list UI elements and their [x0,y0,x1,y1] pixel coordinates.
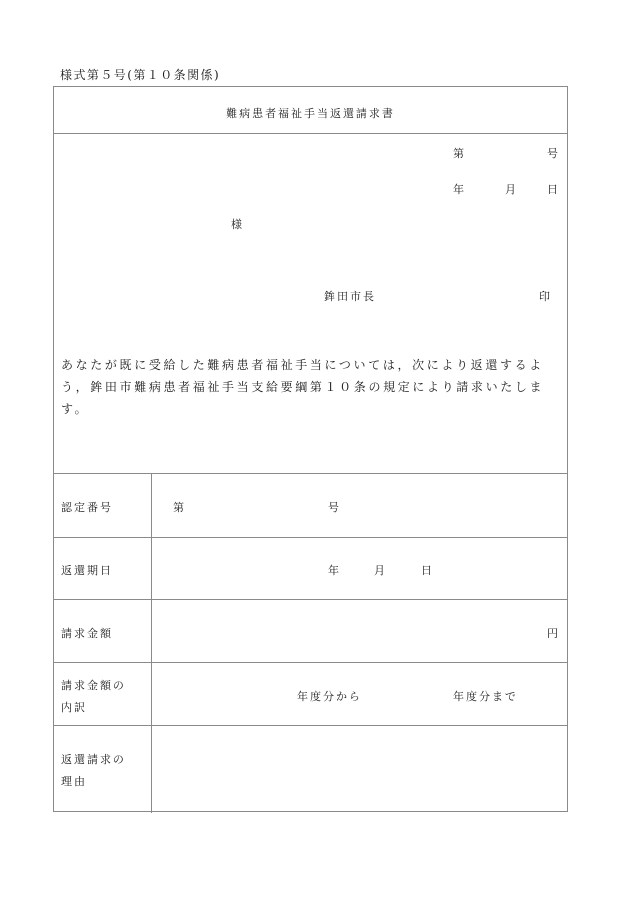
divider [54,537,567,538]
request-body-text: あなたが既に受給した難病患者福祉手当については，次により返還するよう，鉾田市難病患者福祉手当支給要綱第１０条の規定により請求いたします。 [61,358,545,416]
divider [54,662,567,663]
number-suffix: 号 [547,147,560,160]
divider [54,473,567,474]
breakdown-label-line1: 請求金額の [61,679,126,692]
form-title: 難病患者福祉手当返還請求書 [226,107,395,120]
divider [54,599,567,600]
number-prefix: 第 [453,147,466,160]
divider [54,725,567,726]
reason-label-line1: 返還請求の [61,753,126,766]
date-year-label: 年 [453,183,466,196]
return-date-day: 日 [421,564,434,577]
breakdown-to: 年度分まで [453,690,518,703]
form-label: 様式第５号(第１０条関係) [60,68,221,82]
return-date-year: 年 [328,564,341,577]
cert-number-prefix: 第 [173,501,186,514]
date-month-label: 月 [505,183,518,196]
seal-mark: 印 [539,290,552,303]
breakdown-label-line2: 内訳 [61,701,87,714]
date-day-label: 日 [547,183,560,196]
divider [54,133,567,134]
return-date-month: 月 [374,564,387,577]
issuer-name: 鉾田市長 [324,290,376,303]
amount-unit: 円 [547,627,560,640]
reason-label-line2: 理由 [61,775,87,788]
column-divider [151,473,152,813]
cert-number-label: 認定番号 [61,501,113,514]
return-date-label: 返還期日 [61,564,113,577]
refund-request-form [53,86,568,812]
breakdown-from: 年度分から [297,690,362,703]
amount-label: 請求金額 [61,627,113,640]
cert-number-suffix: 号 [328,501,341,514]
addressee-honorific: 様 [231,218,244,231]
